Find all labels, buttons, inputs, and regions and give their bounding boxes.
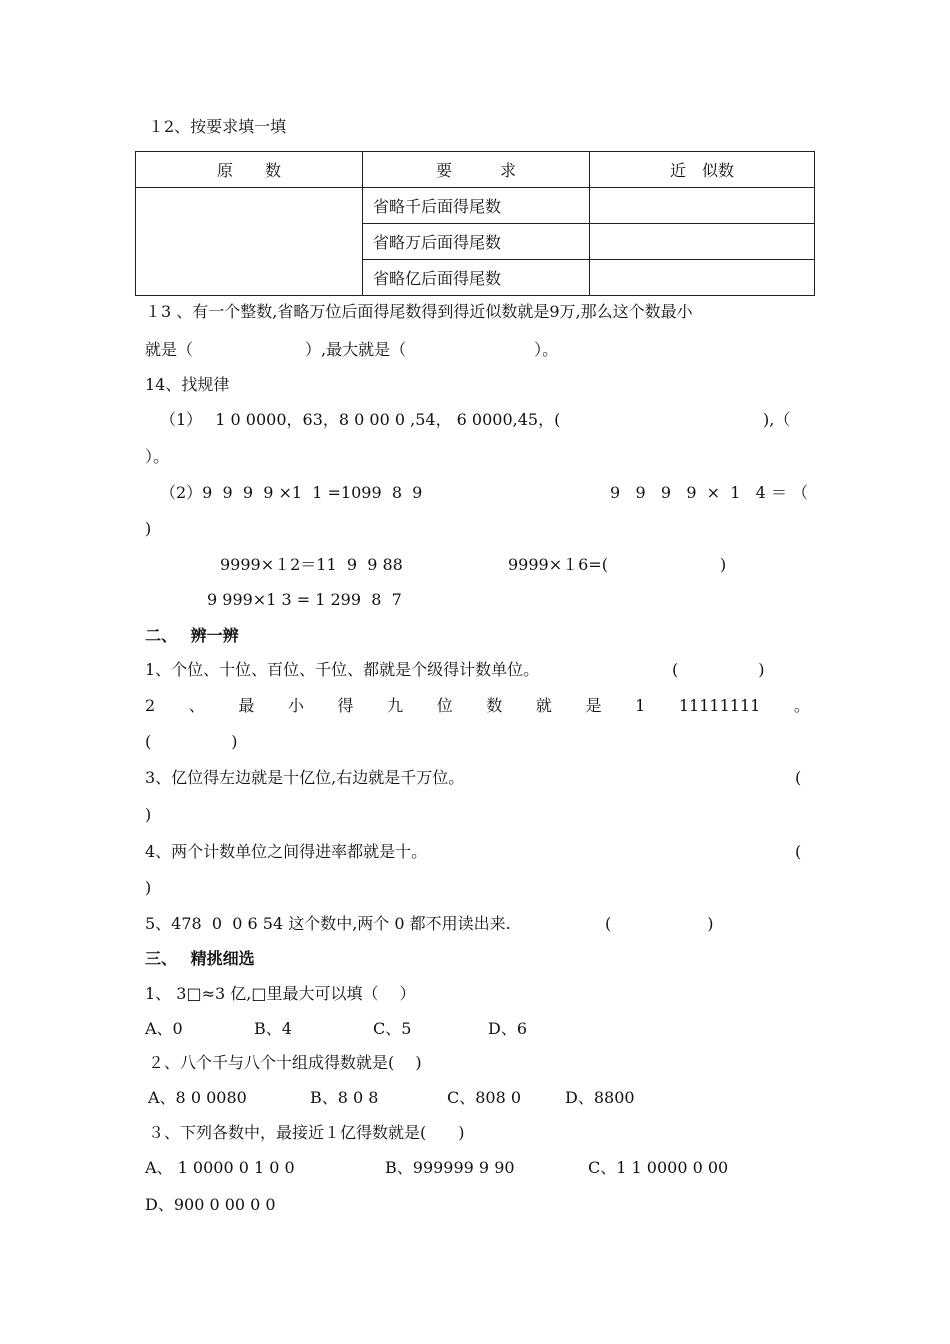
section2-title: 二、 辨一辨 — [145, 626, 239, 645]
s2-item4: 4、两个计数单位之间得进率都就是十。 — [145, 842, 428, 861]
s2-item4-open: ( — [795, 842, 802, 861]
s3-q2-option-d: D、8800 — [565, 1088, 635, 1107]
original-number-cell — [136, 188, 363, 296]
approx-answer-cell[interactable] — [590, 188, 815, 224]
q13-line1: １3 、有一个整数,省略万位后面得尾数得到得近似数就是9万,那么这个数最小 — [145, 302, 693, 321]
q14-title: 14、找规律 — [145, 375, 230, 394]
q14-part2-right: 9 9 9 9 × 1 4 ＝ （ — [610, 483, 809, 502]
s2-item5-answer: ( ) — [605, 914, 714, 933]
q14-part1-line1: （1） 1 0 0000，63，8 0 00 0 ,54， 6 0000,45，( — [160, 410, 561, 429]
s2-item3-open: ( — [795, 768, 802, 787]
s3-q1-option-b: B、4 — [254, 1019, 292, 1038]
q14-part2-left: （2）9 9 9 9 ×1 1 =1099 8 9 — [160, 483, 423, 502]
q14-part2-row2-right: 9999×１6=( ) — [508, 555, 727, 574]
s2-item2 — [145, 696, 810, 716]
section3-title: 三、 精挑细选 — [145, 949, 255, 968]
requirement-cell: 省略亿后面得尾数 — [363, 260, 590, 296]
table-header-requirement: 要 求 — [363, 152, 590, 188]
s2-item2-char: 得 — [337, 696, 354, 715]
s2-item3: 3、亿位得左边就是十亿位,右边就是千万位。 — [145, 768, 465, 787]
s3-q3-option-b: B、999999 9 90 — [385, 1158, 515, 1177]
s3-q2-option-a: A、8 0 0080 — [148, 1088, 247, 1107]
s2-item2-char: 位 — [436, 696, 453, 715]
s2-item2-char: 、 — [188, 696, 205, 715]
s2-item2-char: 小 — [287, 696, 304, 715]
s2-item5: 5、478 0 0 6 54 这个数中,两个 0 都不用读出来. — [145, 914, 511, 933]
q12-title: １2、按要求填一填 — [148, 117, 287, 136]
approx-answer-cell[interactable] — [590, 224, 815, 260]
table-header-approx: 近 似数 — [590, 152, 815, 188]
s3-q3-option-a: A、 1 0000 0 1 0 0 — [145, 1158, 295, 1177]
s3-q2-option-b: B、8 0 8 — [310, 1088, 379, 1107]
s3-q1: 1、 3□≈3 亿,□里最大可以填（ ） — [145, 984, 416, 1003]
requirement-cell: 省略千后面得尾数 — [363, 188, 590, 224]
q13-line2: 就是（ ）,最大就是（ ）。 — [145, 340, 559, 359]
q14-part1-line2: ）。 — [145, 447, 170, 466]
s2-item3-close: ) — [145, 805, 152, 824]
q14-part2-row3: 9 999×1 3 = 1 299 8 7 — [207, 590, 402, 609]
s2-item2-char: 1 — [635, 696, 646, 715]
s2-item2-char: 九 — [387, 696, 404, 715]
s2-item2-char: 数 — [486, 696, 503, 715]
table-header-original: 原 数 — [136, 152, 363, 188]
s3-q2-option-c: C、808 0 — [447, 1088, 522, 1107]
s2-item1: 1、个位、十位、百位、千位、都就是个级得计数单位。 — [145, 660, 540, 679]
requirement-cell: 省略万后面得尾数 — [363, 224, 590, 260]
s3-q1-option-c: C、5 — [373, 1019, 412, 1038]
q14-part2-close: ) — [145, 519, 152, 538]
s2-item4-close: ) — [145, 878, 152, 897]
s3-q1-option-d: D、6 — [488, 1019, 528, 1038]
q14-part1-line1-end: ),（ — [763, 410, 791, 429]
table-row — [136, 188, 815, 224]
s3-q1-option-a: A、0 — [145, 1019, 183, 1038]
s3-q3-option-d: D、900 0 00 0 0 — [145, 1195, 276, 1214]
table-header-row — [136, 152, 815, 188]
s2-item2-char: 2 — [145, 696, 156, 715]
s3-q3: ３、下列各数中，最接近１亿得数就是( ) — [148, 1123, 465, 1142]
s2-item2-char: 。 — [793, 696, 810, 715]
s2-item1-answer: ( ) — [672, 660, 765, 679]
s3-q3-option-c: C、1 1 0000 0 00 — [588, 1158, 729, 1177]
q14-part2-row2-left: 9999×１2＝11 9 9 88 — [220, 555, 403, 574]
q12-table — [135, 151, 815, 296]
s2-item2-char: 11111111 — [678, 696, 761, 715]
s2-item2-answer: ( ) — [145, 732, 238, 751]
s2-item2-char: 就 — [535, 696, 552, 715]
s2-item2-char: 是 — [585, 696, 602, 715]
approx-answer-cell[interactable] — [590, 260, 815, 296]
s3-q2: ２、八个千与八个十组成得数就是( ) — [148, 1053, 422, 1072]
s2-item2-char: 最 — [238, 696, 255, 715]
